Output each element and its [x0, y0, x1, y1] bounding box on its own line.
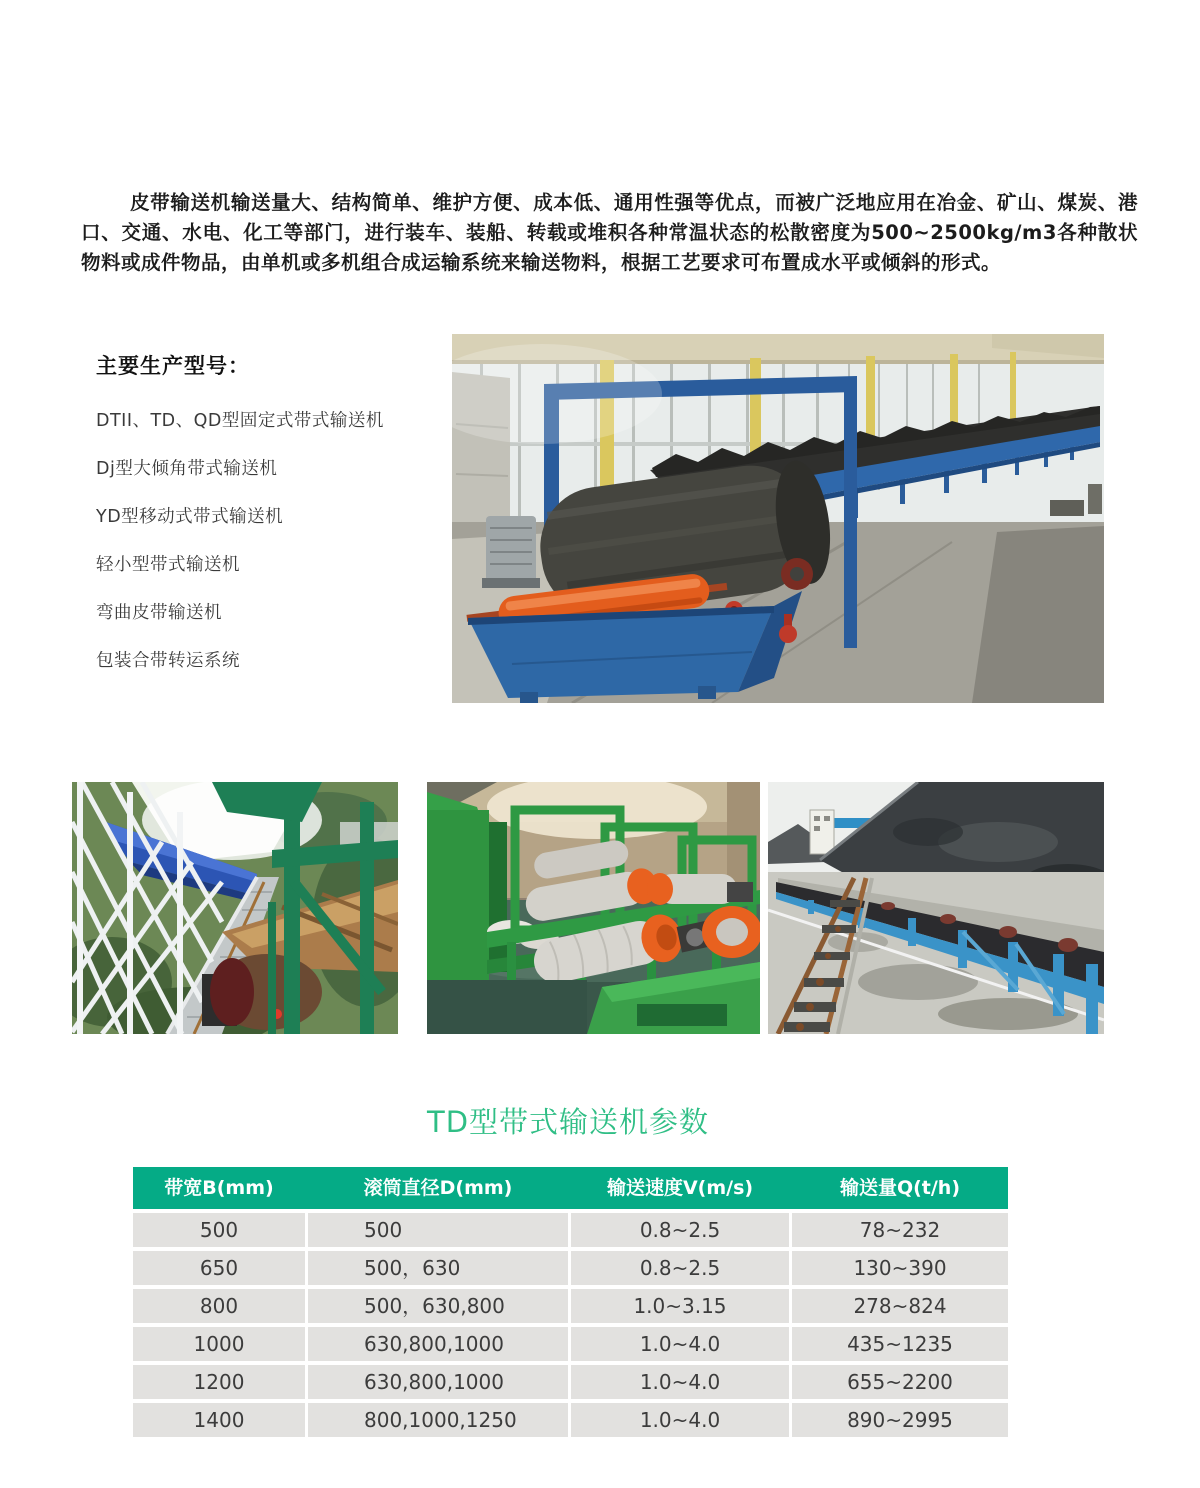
table-cell: 1.0~4.0 — [571, 1327, 789, 1361]
table-row — [133, 1289, 1008, 1323]
drive-motor — [486, 516, 536, 582]
main-conveyor-photo — [452, 334, 1104, 703]
table-header-cell: 输送速度V(m/s) — [606, 1177, 754, 1199]
table-cell: 78~232 — [792, 1213, 1008, 1247]
table-cell: 630,800,1000 — [308, 1327, 568, 1361]
pulley-workshop-photo — [427, 782, 760, 1034]
table-cell: 1400 — [133, 1403, 305, 1437]
table-header-cell: 带宽B(mm) — [164, 1177, 274, 1199]
table-header-row — [133, 1167, 1008, 1209]
coal-yard-illustration — [768, 782, 1104, 1034]
table-row — [133, 1365, 1008, 1399]
table-cell: 500，630,800 — [308, 1289, 568, 1323]
coal-yard-conveyor-photo — [768, 782, 1104, 1034]
table-cell: 0.8~2.5 — [571, 1213, 789, 1247]
table-cell: 1.0~3.15 — [571, 1289, 789, 1323]
table-cell: 1200 — [133, 1365, 305, 1399]
models-heading: 主要生产型号： — [96, 354, 250, 378]
model-item: YD型移动式带式输送机 — [96, 507, 284, 527]
pulley-workshop-illustration — [427, 782, 760, 1034]
table-cell: 800 — [133, 1289, 305, 1323]
table-row — [133, 1403, 1008, 1437]
main-conveyor-illustration — [452, 334, 1104, 703]
table-title: TD型带式输送机参数 — [427, 1105, 710, 1139]
table-cell: 800,1000,1250 — [308, 1403, 568, 1437]
table-header-cell: 输送量Q(t/h) — [839, 1177, 961, 1199]
table-cell: 1000 — [133, 1327, 305, 1361]
model-item: 包装合带转运系统 — [96, 651, 240, 671]
table-cell: 650 — [133, 1251, 305, 1285]
parameters-table — [133, 1167, 1008, 1441]
models-section — [96, 350, 384, 695]
table-row — [133, 1251, 1008, 1285]
table-cell: 1.0~4.0 — [571, 1365, 789, 1399]
table-cell: 130~390 — [792, 1251, 1008, 1285]
table-cell: 500 — [308, 1213, 568, 1247]
model-item: Dj型大倾角带式输送机 — [96, 459, 278, 479]
table-cell: 630,800,1000 — [308, 1365, 568, 1399]
table-cell: 500，630 — [308, 1251, 568, 1285]
model-item: DTII、TD、QD型固定式带式输送机 — [96, 411, 384, 431]
table-cell: 0.8~2.5 — [571, 1251, 789, 1285]
table-row — [133, 1213, 1008, 1247]
table-header-cell: 滚筒直径D(mm) — [363, 1177, 513, 1199]
table-cell: 655~2200 — [792, 1365, 1008, 1399]
transfer-tower — [810, 810, 834, 854]
table-cell: 890~2995 — [792, 1403, 1008, 1437]
table-cell: 278~824 — [792, 1289, 1008, 1323]
model-item: 弯曲皮带输送机 — [96, 603, 222, 623]
model-item: 轻小型带式输送机 — [96, 555, 240, 575]
table-cell: 500 — [133, 1213, 305, 1247]
table-cell: 435~1235 — [792, 1327, 1008, 1361]
gallery-conveyor-illustration — [72, 782, 398, 1034]
intro-paragraph: 皮带输送机输送量大、结构简单、维护方便、成本低、通用性强等优点，而被广泛地应用在冶金、矿山、煤炭、港口、交通、水电、化工等部门，进行装车、装船、转载或堆积各种常温状态的松散密度为500~2500kg/m3各种散状物料或成件物品，由单机或多机组合成运输系统来输送物料，根据工艺要求可布置成水平或倾斜的形式。 — [81, 191, 1138, 274]
models-list — [96, 407, 384, 672]
table-cell: 1.0~4.0 — [571, 1403, 789, 1437]
table-row — [133, 1327, 1008, 1361]
gallery-conveyor-photo — [72, 782, 398, 1034]
